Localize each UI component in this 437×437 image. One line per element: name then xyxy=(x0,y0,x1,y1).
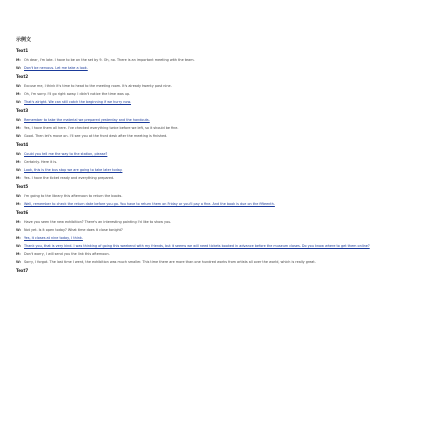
utterance-text: Don't worry, I will send you the link this afternoon. xyxy=(24,252,110,256)
speaker-label: M: xyxy=(16,160,21,164)
utterance-row xyxy=(16,160,426,165)
utterance-row xyxy=(16,252,426,257)
section xyxy=(16,48,426,71)
utterance-text: Sorry, I forgot. The last time I went, the exhibition was much smaller. This time there are more than one hundred works from artists all over the world, which is really great. xyxy=(24,260,316,264)
utterance-row xyxy=(16,58,426,63)
sections-container xyxy=(16,48,426,274)
utterance-row xyxy=(16,100,426,105)
utterance-row xyxy=(16,244,426,249)
utterance-text: Not yet. Is it open today? What time does it close tonight? xyxy=(24,228,123,232)
utterance-text: Oh, I'm sorry. I'll go right away. I didn't notice the time was up. xyxy=(24,92,131,96)
utterance-row xyxy=(16,220,426,225)
speaker-label: W: xyxy=(16,134,21,138)
speaker-label: M: xyxy=(16,252,21,256)
utterance-row xyxy=(16,92,426,97)
speaker-label: W: xyxy=(16,66,21,70)
section xyxy=(16,74,426,105)
section xyxy=(16,142,426,181)
section-heading: Text7 xyxy=(16,268,29,273)
speaker-label: W: xyxy=(16,118,21,122)
utterance-row xyxy=(16,134,426,139)
speaker-label: W: xyxy=(16,100,21,104)
utterance-text: I'm going to the library this afternoon to return the books. xyxy=(24,194,123,198)
utterance-row xyxy=(16,168,426,173)
utterance-link-text[interactable]: Well, remember to check the return date before you go. You have to return them on Friday or you'll pay a fine. And the book is due on the fifteenth. xyxy=(24,202,275,206)
section-heading: Text2 xyxy=(16,74,29,79)
section xyxy=(16,268,426,274)
utterance-row xyxy=(16,260,426,265)
utterance-text: Yes, I have them all here. I've checked everything twice before we left, so it should be fine. xyxy=(24,126,179,130)
utterance-row xyxy=(16,194,426,199)
utterance-row xyxy=(16,236,426,241)
utterance-link-text[interactable]: Don't be nervous. Let me take a look. xyxy=(24,66,88,70)
utterance-link-text[interactable]: Thank you, that is very kind. I was thinking of going this weekend with my friends, but it seems we will need tickets booked in advance before the museum closes. Do you know where to get them online? xyxy=(24,244,370,248)
utterance-text: Have you seen the new exhibition? There's an interesting painting I'd like to show you. xyxy=(24,220,172,224)
speaker-label: W: xyxy=(16,168,21,172)
speaker-label: M: xyxy=(16,58,21,62)
speaker-label: M: xyxy=(16,92,21,96)
section xyxy=(16,210,426,265)
utterance-link-text[interactable]: That's alright. We can still catch the beginning if we hurry now. xyxy=(24,100,132,104)
document xyxy=(16,37,426,274)
speaker-label: W: xyxy=(16,194,21,198)
speaker-label: W: xyxy=(16,244,21,248)
document-title: 示例文 xyxy=(16,37,32,43)
utterance-link-text[interactable]: Remember to take the material we prepared yesterday and the handouts. xyxy=(24,118,150,122)
utterance-row xyxy=(16,84,426,89)
utterance-text: Good. Then let's move on. I'll see you at the front desk after the meeting is finished. xyxy=(24,134,168,138)
utterance-row xyxy=(16,176,426,181)
utterance-row xyxy=(16,118,426,123)
section-heading: Text1 xyxy=(16,48,29,53)
utterance-row xyxy=(16,202,426,207)
section-heading: Text5 xyxy=(16,184,29,189)
section-heading: Text6 xyxy=(16,210,29,215)
speaker-label: M: xyxy=(16,236,21,240)
utterance-row xyxy=(16,66,426,71)
speaker-label: W: xyxy=(16,84,21,88)
section-heading: Text4 xyxy=(16,142,29,147)
utterance-link-text[interactable]: Look, this is the bus stop we are going to take later today. xyxy=(24,168,123,172)
utterance-text: Yes. I have the ticket ready and everything prepared. xyxy=(24,176,115,180)
speaker-label: M: xyxy=(16,202,21,206)
utterance-link-text[interactable]: Yes, it closes at nine today, I think. xyxy=(24,236,83,240)
utterance-row xyxy=(16,228,426,233)
section xyxy=(16,184,426,207)
speaker-label: W: xyxy=(16,228,21,232)
speaker-label: M: xyxy=(16,220,21,224)
section-heading: Text3 xyxy=(16,108,29,113)
utterance-link-text[interactable]: Could you tell me the way to the station, please? xyxy=(24,152,108,156)
section xyxy=(16,108,426,139)
utterance-row xyxy=(16,152,426,157)
utterance-text: Excuse me, I think it's time to head to the meeting room. It's already twenty past nine. xyxy=(24,84,172,88)
speaker-label: M: xyxy=(16,126,21,130)
utterance-text: Oh dear, I'm late. I have to be on the set by 9. Oh, no. There is an important meeting with the team. xyxy=(24,58,195,62)
speaker-label: W: xyxy=(16,152,21,156)
speaker-label: M: xyxy=(16,176,21,180)
utterance-row xyxy=(16,126,426,131)
speaker-label: W: xyxy=(16,260,21,264)
utterance-text: Certainly. Here it is. xyxy=(24,160,58,164)
